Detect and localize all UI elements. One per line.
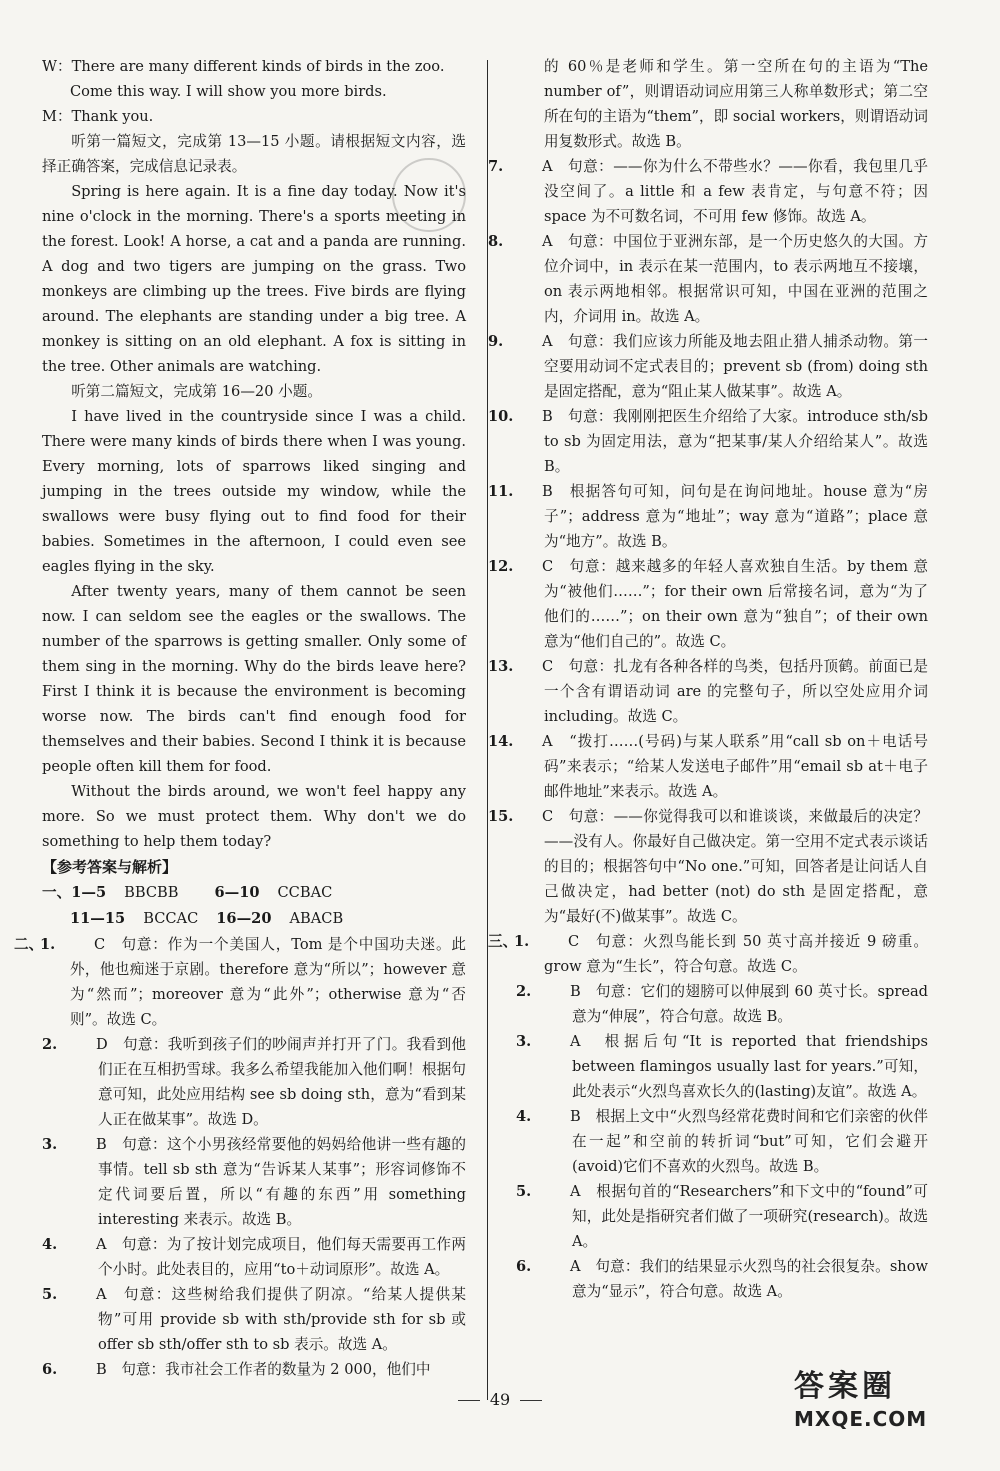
explanation-item: 3. B 句意：这个小男孩经常要他的妈妈给他讲一些有趣的事情。tell sb sth 意为“告诉某人某事”；形容词修饰不定代词要后置，所以“有趣的东西”用 something interesting 来表示。故选 B。 [42, 1136, 466, 1228]
explanation-item: 2. D 句意：我听到孩子们的吵闹声并打开了门。我看到他们正在互相扔雪球。我多么希望我能加入他们啊！根据句意可知，此处应用结构 see sb doing sth，意为“看到某人正在做某事”。故选 D。 [42, 1036, 466, 1128]
explanation-item: 3. A 根据后句“It is reported that friendships between flamingos usually last for years.”可知，此处表示“火烈鸟喜欢长久的(lasting)友谊”。故选 A。 [516, 1033, 928, 1100]
section-three-label: 三、 [488, 933, 518, 950]
explanation-item: 9. A 句意：我们应该力所能及地去阻止猎人捕杀动物。第一空要用动词不定式表目的；prevent sb (from) doing sth 是固定搭配，意为“阻止某人做某事”。故选 A。 [488, 333, 928, 400]
answer-range: 16—20 [216, 910, 272, 927]
answer-letters: BBCBB [124, 884, 179, 901]
listening-intro-2: 听第二篇短文，完成第 16—20 小题。 [71, 383, 322, 400]
footer-dash [520, 1400, 542, 1401]
watermark-logo: 答案圈 [794, 1369, 896, 1404]
site-watermark [794, 1367, 974, 1447]
explanation-item: 15. C 句意：——你觉得我可以和谁谈谈，来做最后的决定？——没有人。你最好自己做决定。第一空用不定式表示谈话的目的；根据答句中“No one.”可知，回答者是让问话人自己做决定，had better (not) do sth 是固定搭配，意为“最好(不)做某事”。故选 C。 [488, 808, 928, 925]
dialog-line-2: Come this way. I will show you more birds. [70, 83, 387, 100]
explanation-continuation: 的 60％是老师和学生。第一空所在句的主语为“The number of”，则谓语动词应用第三人称单数形式；第二空所在句的主语为“them”，即 social workers，则谓语动词用复数形式。故选 B。 [544, 58, 928, 150]
explanation-item: 14. A “拨打……(号码)与某人联系”用“call sb on＋电话号码”来表示；“给某人发送电子邮件”用“email sb at＋电子邮件地址”来表示。故选 A。 [488, 733, 928, 800]
answer-range: 1—5 [71, 884, 107, 901]
section-two-explanations [14, 932, 466, 1382]
explanation-item: 二、1. C 句意：作为一个美国人，Tom 是个中国功夫迷。此外，他也痴迷于京剧。therefore 意为“所以”；however 意为“然而”；moreover 意为“此外”；otherwise 意为“否则”。故选 C。 [42, 932, 466, 1032]
explanation-item: 2. B 句意：它们的翅膀可以伸展到 60 英寸长。spread 意为“伸展”，符合句意。故选 B。 [516, 983, 928, 1025]
section-two-explanations-cont [488, 154, 928, 929]
dialog-line-1: W：There are many different kinds of birds in the zoo. [42, 58, 445, 75]
passage-1: Spring is here again. It is a fine day today. Now it's nine o'clock in the morning. There's a sports meeting in the forest. Look! A horse, a cat and a panda are running. A dog and two tigers are jumping on the grass. Two monkeys are climbing up the trees. Five birds are flying around. The elephants are standing under a big tree. A monkey is sitting on an old elephant. A fox is sitting in the tree. Other animals are watching. [42, 183, 466, 375]
passage-2-paragraph-1: I have lived in the countryside since I was a child. There were many kinds of birds there when I was young. Every morning, lots of sparrows liked singing and jumping in the trees outside my window, while the swallows were busy flying out to find food for their babies. Sometimes in the afternoon, I could even see eagles flying in the sky. [42, 408, 466, 575]
explanation-item: 7. A 句意：——你为什么不带些水？——你看，我包里几乎没空间了。a little 和 a few 表肯定，与句意不符；因 space 为不可数名词，不可用 few 修饰。故选 A。 [488, 158, 928, 225]
passage-2-paragraph-2: After twenty years, many of them cannot be seen now. I can seldom see the eagles or the swallows. The number of the sparrows is getting smaller. Only some of them sing in the morning. Why do the birds leave here? First I think it is because the environment is becoming worse now. The birds can't find enough food for themselves and their babies. Second I think it is because people often kill them for food. [42, 583, 466, 775]
answers-heading: 【参考答案与解析】 [42, 858, 178, 876]
explanation-item: 6. A 句意：我们的结果显示火烈鸟的社会很复杂。show 意为“显示”，符合句意。故选 A。 [516, 1258, 928, 1300]
explanation-item: 4. A 句意：为了按计划完成项目，他们每天需要再工作两个小时。此处表目的，应用“to＋动词原形”。故选 A。 [42, 1236, 466, 1278]
page-number: 49 [489, 1390, 511, 1409]
answer-range: 11—15 [70, 910, 126, 927]
answer-letters: BCCAC [143, 910, 199, 927]
section-one-label: 一、 [42, 884, 72, 901]
explanation-item: 4. B 根据上文中“火烈鸟经常花费时间和它们亲密的伙伴在一起”和空前的转折词“but”可知，它们会避开(avoid)它们不喜欢的火烈鸟。故选 B。 [516, 1108, 928, 1175]
footer-dash [458, 1400, 480, 1401]
dialog-line-3: M：Thank you. [42, 108, 154, 125]
passage-2-paragraph-3: Without the birds around, we won't feel happy any more. So we must protect them. Why don't we do something to help them today? [42, 783, 466, 850]
answer-range: 6—10 [214, 884, 260, 901]
left-column [14, 54, 466, 1382]
right-column [488, 54, 928, 1304]
explanation-item: 5. A 句意：这些树给我们提供了阴凉。“给某人提供某物”可用 provide sb with sth/provide sth for sb 或 offer sb sth/offer sth to sb 表示。故选 A。 [42, 1286, 466, 1353]
explanation-item: 三、1. C 句意：火烈鸟能长到 50 英寸高并接近 9 磅重。grow 意为“生长”，符合句意。故选 C。 [516, 929, 928, 979]
explanation-item: 8. A 句意：中国位于亚洲东部，是一个历史悠久的大国。方位介词中，in 表示在某一范围内，to 表示两地互不接壤，on 表示两地相邻。根据常识可知，中国在亚洲的范围之内，介词用 in。故选 A。 [488, 233, 928, 325]
explanation-item: 11. B 根据答句可知，问句是在询问地址。house 意为“房子”；address 意为“地址”；way 意为“道路”；place 意为“地方”。故选 B。 [488, 483, 928, 550]
answer-letters: CCBAC [277, 884, 333, 901]
answer-key-row-1 [42, 880, 466, 906]
explanation-item: 13. C 句意：扎龙有各种各样的鸟类，包括丹顶鹤。前面已是一个含有谓语动词 are 的完整句子，所以空处应用介词 including。故选 C。 [488, 658, 928, 725]
explanation-item: 12. C 句意：越来越多的年轻人喜欢独自生活。by them 意为“被他们……”；for their own 后常接名词，意为“为了他们的……”；on their own 意为“独自”；of their own 意为“他们自己的”。故选 C。 [488, 558, 928, 650]
explanation-item: 10. B 句意：我刚刚把医生介绍给了大家。introduce sth/sb to sb 为固定用法，意为“把某事/某人介绍给某人”。故选 B。 [488, 408, 928, 475]
watermark-url: MXQE.COM [794, 1407, 928, 1431]
explanation-item: 6. B 句意：我市社会工作者的数量为 2 000，他们中 [42, 1361, 431, 1378]
listening-intro-1: 听第一篇短文，完成第 13—15 小题。请根据短文内容，选择正确答案，完成信息记录表。 [42, 133, 466, 175]
faint-stamp-icon [392, 158, 466, 232]
answer-letters: ABACB [289, 910, 344, 927]
explanation-item: 5. A 根据句首的“Researchers”和下文中的“found”可知，此处是指研究者们做了一项研究(research)。故选 A。 [516, 1183, 928, 1250]
answer-key-row-2 [42, 906, 466, 932]
section-three-explanations [488, 929, 928, 1304]
section-two-label: 二、 [14, 936, 44, 953]
